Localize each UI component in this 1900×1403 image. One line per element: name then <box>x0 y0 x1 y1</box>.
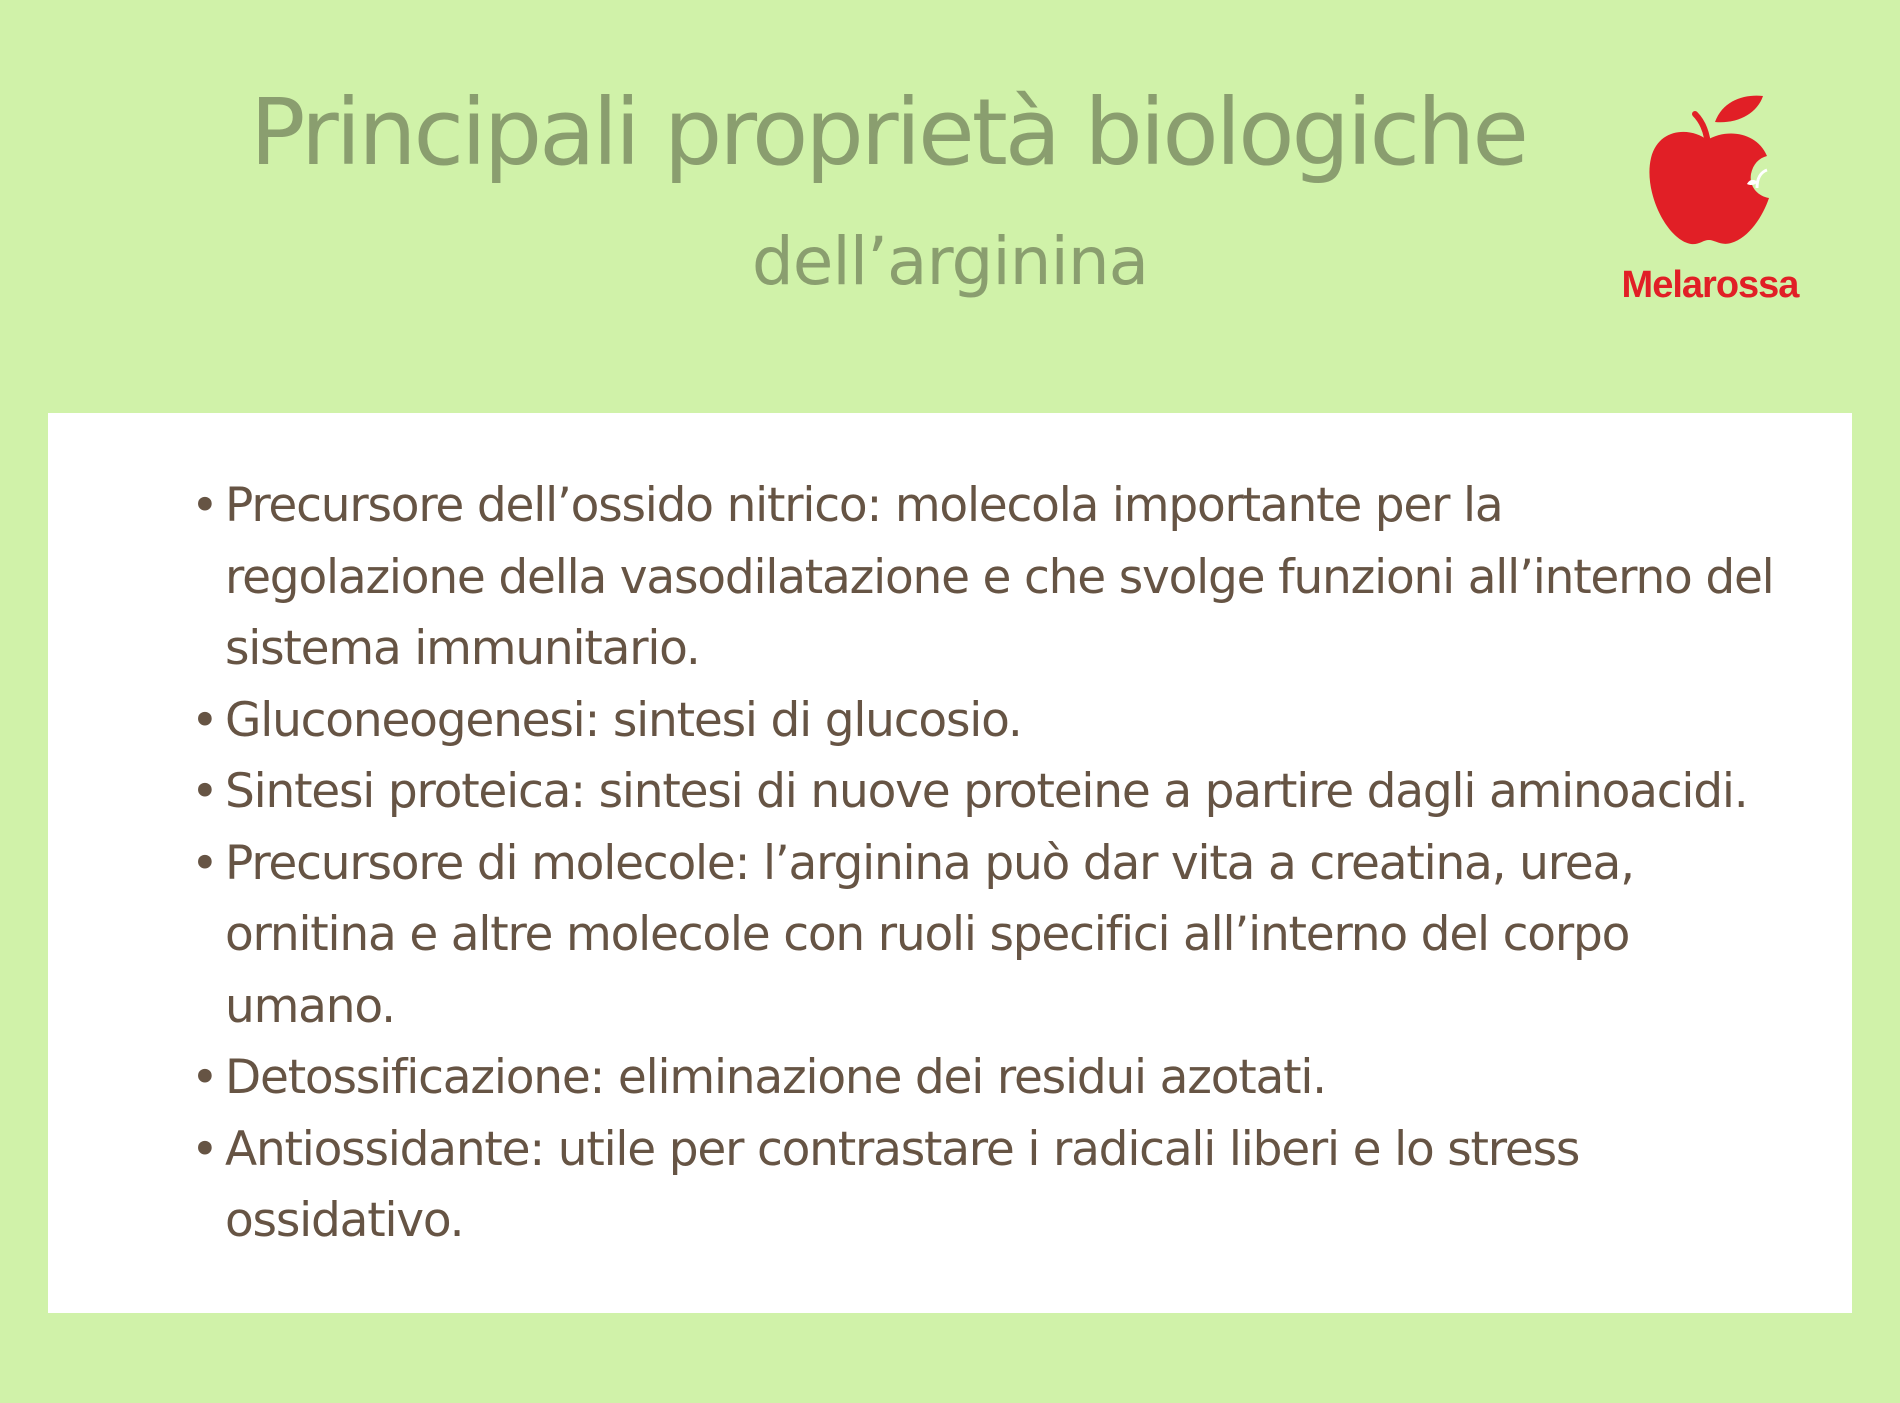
item-line: Gluconeogenesi: sintesi di glucosio. <box>225 692 1022 748</box>
item-line: Precursore dell’ossido nitrico: molecola importante per la <box>225 478 1503 533</box>
properties-list <box>143 470 1823 1257</box>
list-item <box>143 756 1823 828</box>
item-line: umano. <box>225 978 395 1034</box>
list-item <box>143 828 1823 1043</box>
list-item <box>143 470 1823 685</box>
item-line: ornitina e altre molecole con ruoli specifici all’interno del corpo <box>225 907 1630 962</box>
bullet-marker: • <box>191 835 218 891</box>
content-card <box>48 413 1852 1313</box>
list-item <box>143 1042 1823 1114</box>
item-line: Antiossidante: utile per contrastare i radicali liberi e lo stress <box>225 1121 1580 1177</box>
bullet-marker: • <box>191 478 218 533</box>
item-line: ossidativo. <box>225 1193 464 1248</box>
list-item <box>143 1114 1823 1257</box>
apple-icon <box>1645 92 1775 252</box>
brand-name: Melarossa <box>1621 264 1799 306</box>
bullet-marker: • <box>191 692 218 748</box>
page-subtitle: dell’arginina <box>751 223 1149 300</box>
bullet-marker: • <box>191 1121 218 1177</box>
item-line: Detossificazione: eliminazione dei residui azotati. <box>225 1050 1326 1105</box>
item-line: regolazione della vasodilatazione e che svolge funzioni all’interno del <box>225 549 1774 605</box>
item-line: Precursore di molecole: l’arginina può dar vita a creatina, urea, <box>225 835 1634 891</box>
bullet-marker: • <box>191 1050 218 1105</box>
list-item <box>143 685 1823 757</box>
item-line: sistema immunitario. <box>225 621 700 676</box>
header <box>0 0 1900 400</box>
brand-logo <box>1610 92 1810 312</box>
item-line: Sintesi proteica: sintesi di nuove proteine a partire dagli aminoacidi. <box>225 764 1748 819</box>
page-title: Principali proprietà biologiche <box>250 79 1526 186</box>
bullet-marker: • <box>191 764 218 819</box>
